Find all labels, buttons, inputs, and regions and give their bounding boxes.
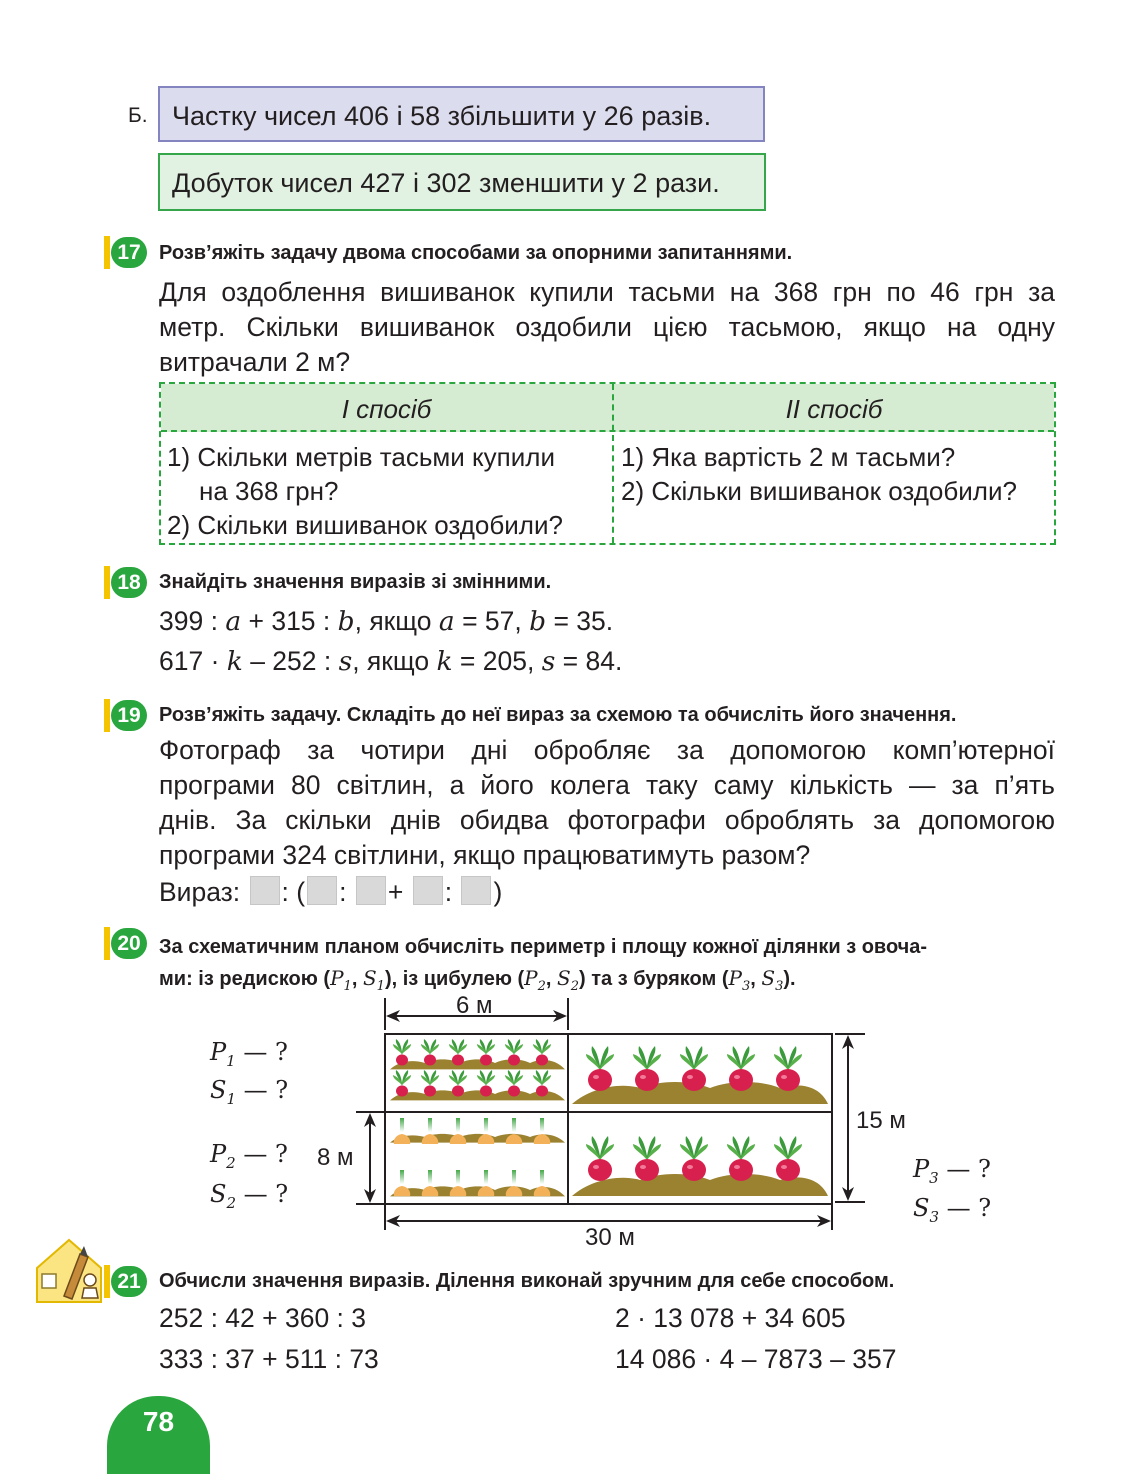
expression-text: Частку чисел 406 і 58 збільшити у 26 разів. — [172, 101, 712, 131]
expression: 252 : 42 + 360 : 3 — [159, 1303, 367, 1333]
task-number-badge: 21 — [104, 1265, 146, 1298]
label-s2: $S_2$ — ? — [210, 1180, 289, 1212]
expression-scheme: Вираз: : ( : + : ) — [159, 877, 503, 907]
task-instruction: Знайдіть значення виразів зі змінними. — [159, 571, 552, 593]
expression: 14 086 · 4 – 7873 – 357 — [615, 1344, 897, 1374]
task-problem-text: Для оздоблення вишиванок купили тасьми на 368 грн по 46 грн за метр. Скільки вишиванок оздобили цією тасьмою, якщо на одну витрачали 2 м? — [159, 277, 1055, 377]
page-number: 78 — [142, 1406, 175, 1437]
table-cell-method-2: 1) Яка вартість 2 м тасьми? 2) Скільки вишиванок оздобили? — [621, 442, 1017, 506]
table-header-method-1: І спосіб — [341, 394, 432, 424]
blank-slot[interactable] — [250, 876, 280, 905]
task-instruction: Розв’яжіть задачу. Складіть до неї вираз за схемою та обчисліть його значення. — [159, 704, 957, 726]
expression: 333 : 37 + 511 : 73 — [159, 1344, 379, 1374]
task-letter: Б. — [128, 104, 148, 127]
label-s3: $S_3$ — ? — [913, 1194, 992, 1226]
task-instruction: Розв’яжіть задачу двома способами за опорними запитаннями. — [159, 242, 793, 264]
garden-plan-diagram — [340, 990, 940, 1255]
dimension-left: 8 м — [317, 1144, 354, 1171]
table-cell-method-1: 1) Скільки метрів тасьми купили на 368 грн? 2) Скільки вишиванок оздобили? — [167, 442, 563, 540]
dimension-bottom: 30 м — [585, 1224, 635, 1251]
task-number-badge: 17 — [104, 236, 146, 269]
task-instruction: За схематичним планом обчисліть периметр і площу кожної ділянки з овоча- ми: із редискою ($P_1$, $S_1$), із цибулею ($P_2$, $S_2$) та з буряком ($P_3$, $S_3$). — [159, 936, 928, 994]
task-problem-text: Фотограф за чотири дні обробляє за допомогою комп’ютерної програми 80 світлин, а його колега таку саму кількість — за п’ять днів. За скільки днів обидва фотографи оброблять за допомогою програми 324 світлини, якщо працюватимуть разом? — [159, 735, 1055, 870]
blank-slot[interactable] — [413, 876, 443, 905]
dimension-right: 15 м — [856, 1107, 906, 1134]
task-number-badge: 19 — [104, 699, 146, 732]
task-number-badge: 18 — [104, 566, 146, 599]
blank-slot[interactable] — [356, 876, 386, 905]
blank-slot[interactable] — [307, 876, 337, 905]
dimension-top: 6 м — [456, 992, 493, 1019]
blank-slot[interactable] — [461, 876, 491, 905]
label-p2: $P_2$ — ? — [210, 1140, 288, 1172]
expression-line: 617 · k – 252 : s, якщо k = 205, s = 84. — [159, 646, 623, 677]
expression-box-green — [158, 153, 766, 211]
homework-house-icon — [34, 1236, 104, 1306]
label-s1: $S_1$ — ? — [210, 1076, 289, 1108]
expression-line: 399 : a + 315 : b, якщо a = 57, b = 35. — [159, 606, 614, 637]
label-p1: $P_1$ — ? — [210, 1038, 288, 1070]
task-number-badge: 20 — [104, 927, 146, 960]
label-p3: $P_3$ — ? — [913, 1155, 991, 1187]
table-header-method-2: ІІ спосіб — [785, 394, 883, 424]
task-instruction: Обчисли значення виразів. Ділення виконай зручним для себе способом. — [159, 1270, 895, 1292]
expression: 2 · 13 078 + 34 605 — [615, 1303, 846, 1333]
expression-text: Добуток чисел 427 і 302 зменшити у 2 рази. — [172, 168, 720, 198]
expression-box-blue — [158, 86, 765, 142]
